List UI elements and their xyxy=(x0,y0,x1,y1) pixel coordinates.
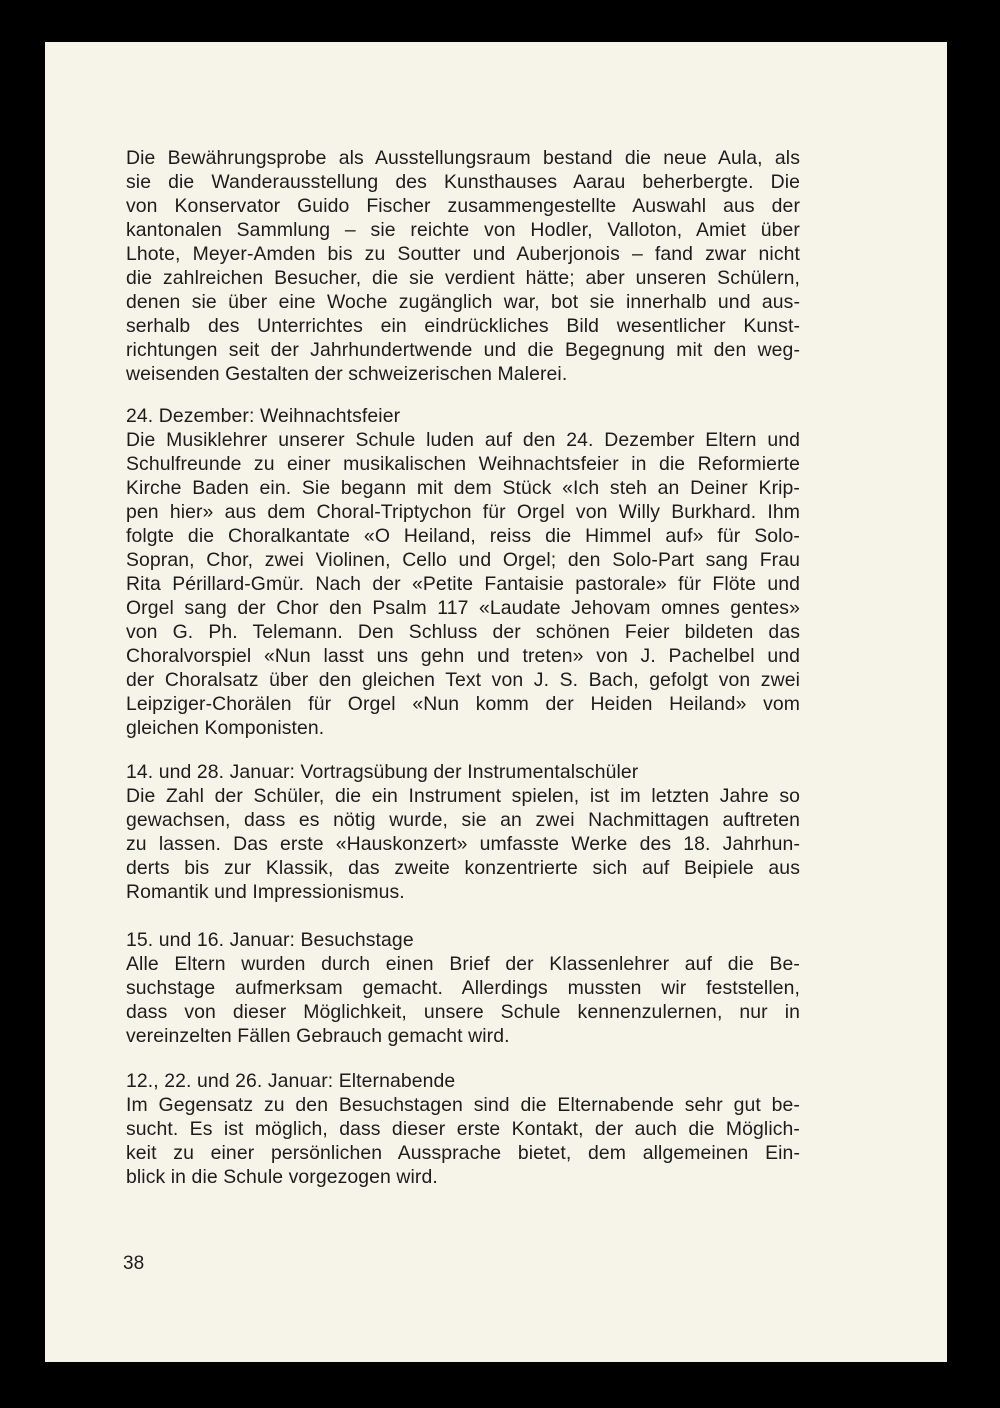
paragraph-line: von G. Ph. Telemann. Den Schluss der schönen Feier bildeten das xyxy=(126,621,800,643)
paragraph-line: suchstage aufmerksam gemacht. Allerdings mussten wir feststellen, xyxy=(126,977,800,999)
paragraph-line: Schulfreunde zu einer musikalischen Weihnachtsfeier in die Reformierte xyxy=(126,453,800,475)
paragraph-line: keit zu einer persönlichen Aussprache bietet, dem allgemeinen Ein- xyxy=(126,1142,800,1164)
paragraph-line: pen hier» aus dem Choral-Triptychon für Orgel von Willy Burkhard. Ihm xyxy=(126,501,800,523)
paragraph-line: derts bis zur Klassik, das zweite konzentrierte sich auf Beipiele aus xyxy=(126,857,800,879)
paragraph-line: die zahlreichen Besucher, die sie verdient hätte; aber unseren Schülern, xyxy=(126,267,800,289)
paragraph-line: Im Gegensatz zu den Besuchstagen sind die Elternabende sehr gut be- xyxy=(126,1094,800,1116)
paragraph-line: sucht. Es ist möglich, dass dieser erste Kontakt, der auch die Möglich- xyxy=(126,1118,800,1140)
paragraph-line: folgte die Choralkantate «O Heiland, reiss die Himmel auf» für Solo- xyxy=(126,525,800,547)
paragraph-line: weisenden Gestalten der schweizerischen Malerei. xyxy=(126,363,568,385)
section-heading: 15. und 16. Januar: Besuchstage xyxy=(126,929,414,951)
paragraph-line: serhalb des Unterrichtes ein eindrückliches Bild wesentlicher Kunst- xyxy=(126,315,800,337)
section-heading: 14. und 28. Januar: Vortragsübung der Instrumentalschüler xyxy=(126,761,639,783)
paragraph-line: Alle Eltern wurden durch einen Brief der Klassenlehrer auf die Be- xyxy=(126,953,800,975)
paragraph-line: dass von dieser Möglichkeit, unsere Schule kennenzulernen, nur in xyxy=(126,1001,800,1023)
paragraph-line: Kirche Baden ein. Sie begann mit dem Stück «Ich steh an Deiner Krip- xyxy=(126,477,800,499)
paragraph-line: zu lassen. Das erste «Hauskonzert» umfasste Werke des 18. Jahrhun- xyxy=(126,833,800,855)
page-number: 38 xyxy=(123,1253,145,1274)
paragraph-line: Lhote, Meyer-Amden bis zu Soutter und Auberjonois – fand zwar nicht xyxy=(126,243,800,265)
paragraph-line: richtungen seit der Jahrhundertwende und die Begegnung mit den weg- xyxy=(126,339,800,361)
paragraph-line: Leipziger-Chorälen für Orgel «Nun komm der Heiden Heiland» vom xyxy=(126,693,800,715)
paragraph-line: Romantik und Impressionismus. xyxy=(126,881,405,903)
paragraph-line: kantonalen Sammlung – sie reichte von Hodler, Valloton, Amiet über xyxy=(126,219,800,241)
paragraph-line: Die Zahl der Schüler, die ein Instrument spielen, ist im letzten Jahre so xyxy=(126,785,800,807)
paragraph-line: sie die Wanderausstellung des Kunsthauses Aarau beherbergte. Die xyxy=(126,171,800,193)
paragraph-line: gewachsen, dass es nötig wurde, sie an zwei Nachmittagen auftreten xyxy=(126,809,800,831)
paragraph-line: blick in die Schule vorgezogen wird. xyxy=(126,1166,438,1188)
paragraph-line: denen sie über eine Woche zugänglich war, bot sie innerhalb und aus- xyxy=(126,291,800,313)
paragraph-line: Die Musiklehrer unserer Schule luden auf den 24. Dezember Eltern und xyxy=(126,429,800,451)
paragraph-line: gleichen Komponisten. xyxy=(126,717,325,739)
paragraph-line: der Choralsatz über den gleichen Text von J. S. Bach, gefolgt von zwei xyxy=(126,669,800,691)
paragraph-line: vereinzelten Fällen Gebrauch gemacht wird. xyxy=(126,1025,510,1047)
paragraph-line: Sopran, Chor, zwei Violinen, Cello und Orgel; den Solo-Part sang Frau xyxy=(126,549,800,571)
section-heading: 12., 22. und 26. Januar: Elternabende xyxy=(126,1070,456,1092)
paragraph-line: Rita Périllard-Gmür. Nach der «Petite Fantaisie pastorale» für Flöte und xyxy=(126,573,800,595)
paragraph-line: von Konservator Guido Fischer zusammengestellte Auswahl aus der xyxy=(126,195,800,217)
section-heading: 24. Dezember: Weihnachtsfeier xyxy=(126,405,401,427)
paragraph-line: Choralvorspiel «Nun lasst uns gehn und treten» von J. Pachelbel und xyxy=(126,645,800,667)
paragraph-line: Orgel sang der Chor den Psalm 117 «Laudate Jehovam omnes gentes» xyxy=(126,597,800,619)
paragraph-line: Die Bewährungsprobe als Ausstellungsraum bestand die neue Aula, als xyxy=(126,147,800,169)
